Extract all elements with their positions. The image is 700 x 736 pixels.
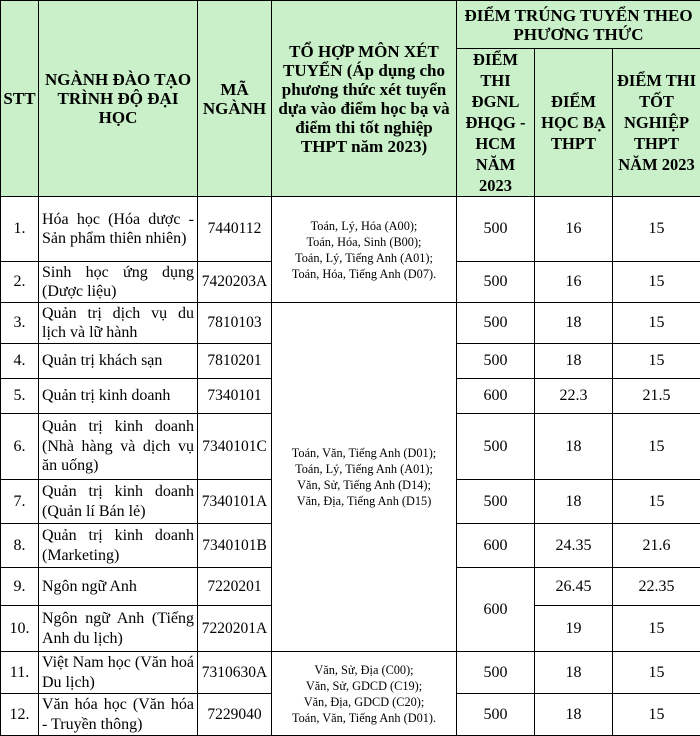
row-dgnl: 500 <box>457 262 535 303</box>
table-row <box>1 303 700 344</box>
combo-line: Toán, Văn, Tiếng Anh (D01); <box>291 446 437 460</box>
row-thpt: 15 <box>613 652 700 694</box>
combo-line: Văn, Địa, Tiếng Anh (D15) <box>296 494 432 508</box>
row-code: 7340101 <box>198 379 272 414</box>
table-row <box>1 652 700 694</box>
row-code: 7810103 <box>198 303 272 344</box>
row-dgnl: 500 <box>457 652 535 694</box>
row-code: 7340101C <box>198 414 272 480</box>
row-stt: 10. <box>1 606 39 652</box>
row-hocba: 19 <box>535 606 613 652</box>
row-code: 7310630A <box>198 652 272 694</box>
row-thpt: 15 <box>613 303 700 344</box>
row-stt: 9. <box>1 568 39 606</box>
row-code: 7340101A <box>198 480 272 524</box>
row-thpt: 15 <box>613 694 700 736</box>
row-thpt: 15 <box>613 606 700 652</box>
header-combo: TỔ HỢP MÔN XÉT TUYỂN (Áp dụng cho phương thức xét tuyển dựa vào điểm học bạ và điểm thi tốt nghiệp THPT năm 2023) <box>272 1 457 197</box>
row-major: Ngôn ngữ Anh <box>39 568 198 606</box>
row-thpt: 15 <box>613 480 700 524</box>
row-hocba: 18 <box>535 652 613 694</box>
row-hocba: 16 <box>535 262 613 303</box>
row-stt: 3. <box>1 303 39 344</box>
row-thpt: 15 <box>613 262 700 303</box>
combo-line: Toán, Lý, Tiếng Anh (A01); <box>295 462 433 476</box>
row-dgnl: 500 <box>457 344 535 379</box>
combo-line: Toán, Hóa, Tiếng Anh (D07). <box>291 266 437 281</box>
row-hocba: 18 <box>535 480 613 524</box>
row-thpt: 22.35 <box>613 568 700 606</box>
row-stt: 1. <box>1 197 39 262</box>
row-major: Hóa học (Hóa dược - Sản phẩm thiên nhiên) <box>39 197 198 262</box>
row-major: Việt Nam học (Văn hoá Du lịch) <box>39 652 198 694</box>
row-stt: 12. <box>1 694 39 736</box>
row-stt: 6. <box>1 414 39 480</box>
row-dgnl: 600 <box>457 568 535 652</box>
row-hocba: 18 <box>535 414 613 480</box>
row-dgnl: 500 <box>457 694 535 736</box>
combo-cell <box>272 303 457 652</box>
combo-line: Toán, Hóa, Sinh (B00); <box>306 234 422 249</box>
row-code: 7220201A <box>198 606 272 652</box>
row-code: 7810201 <box>198 344 272 379</box>
combo-cell <box>272 652 457 736</box>
row-code: 7420203A <box>198 262 272 303</box>
row-stt: 7. <box>1 480 39 524</box>
row-hocba: 26.45 <box>535 568 613 606</box>
row-major: Quản trị kinh doanh (Quản lí Bán lẻ) <box>39 480 198 524</box>
row-major: Văn hóa học (Văn hóa - Truyền thông) <box>39 694 198 736</box>
row-code: 7220201 <box>198 568 272 606</box>
header-score-group: ĐIỂM TRÚNG TUYỂN THEO PHƯƠNG THỨC <box>457 1 700 49</box>
row-major: Quản trị kinh doanh <box>39 379 198 414</box>
row-thpt: 15 <box>613 344 700 379</box>
combo-line: Toán, Văn, Tiếng Anh (D01). <box>291 710 437 725</box>
row-major: Quản trị kinh doanh (Nhà hàng và dịch vụ ăn uống) <box>39 414 198 480</box>
row-stt: 4. <box>1 344 39 379</box>
combo-line: Văn, Địa, GDCD (C20); <box>303 694 425 709</box>
combo-line: Toán, Lý, Hóa (A00); <box>310 218 418 233</box>
header-dgnl: ĐIỂM THI ĐGNL ĐHQG - HCM NĂM 2023 <box>457 49 535 197</box>
row-thpt: 21.6 <box>613 524 700 568</box>
table-row <box>1 197 700 262</box>
row-stt: 2. <box>1 262 39 303</box>
header-thpt: ĐIỂM THI TỐT NGHIỆP THPT NĂM 2023 <box>613 49 700 197</box>
header-code: MÃ NGÀNH <box>198 1 272 197</box>
row-dgnl: 600 <box>457 524 535 568</box>
row-hocba: 18 <box>535 303 613 344</box>
combo-line: Văn, Sử, Địa (C00); <box>314 662 414 677</box>
row-dgnl: 500 <box>457 480 535 524</box>
row-hocba: 18 <box>535 694 613 736</box>
row-thpt: 21.5 <box>613 379 700 414</box>
row-major: Ngôn ngữ Anh (Tiếng Anh du lịch) <box>39 606 198 652</box>
row-stt: 8. <box>1 524 39 568</box>
row-dgnl: 500 <box>457 303 535 344</box>
row-code: 7440112 <box>198 197 272 262</box>
row-hocba: 16 <box>535 197 613 262</box>
row-dgnl: 500 <box>457 414 535 480</box>
row-stt: 11. <box>1 652 39 694</box>
header-stt: STT <box>1 1 39 197</box>
combo-line: Văn, Sử, GDCD (C19); <box>305 678 423 693</box>
row-thpt: 15 <box>613 414 700 480</box>
row-major: Quản trị khách sạn <box>39 344 198 379</box>
row-stt: 5. <box>1 379 39 414</box>
row-dgnl: 500 <box>457 197 535 262</box>
row-code: 7229040 <box>198 694 272 736</box>
row-code: 7340101B <box>198 524 272 568</box>
row-major: Quản trị kinh doanh (Marketing) <box>39 524 198 568</box>
header-major: NGÀNH ĐÀO TẠO TRÌNH ĐỘ ĐẠI HỌC <box>39 1 198 197</box>
row-hocba: 22.3 <box>535 379 613 414</box>
row-thpt: 15 <box>613 197 700 262</box>
combo-line: Văn, Sử, Tiếng Anh (D14); <box>297 478 431 492</box>
row-dgnl: 600 <box>457 379 535 414</box>
header-hocba: ĐIỂM HỌC BẠ THPT <box>535 49 613 197</box>
row-major: Quản trị dịch vụ du lịch và lữ hành <box>39 303 198 344</box>
combo-cell <box>272 197 457 303</box>
combo-line: Toán, Lý, Tiếng Anh (A01); <box>295 250 433 265</box>
row-hocba: 24.35 <box>535 524 613 568</box>
row-major: Sinh học ứng dụng (Dược liệu) <box>39 262 198 303</box>
row-hocba: 18 <box>535 344 613 379</box>
